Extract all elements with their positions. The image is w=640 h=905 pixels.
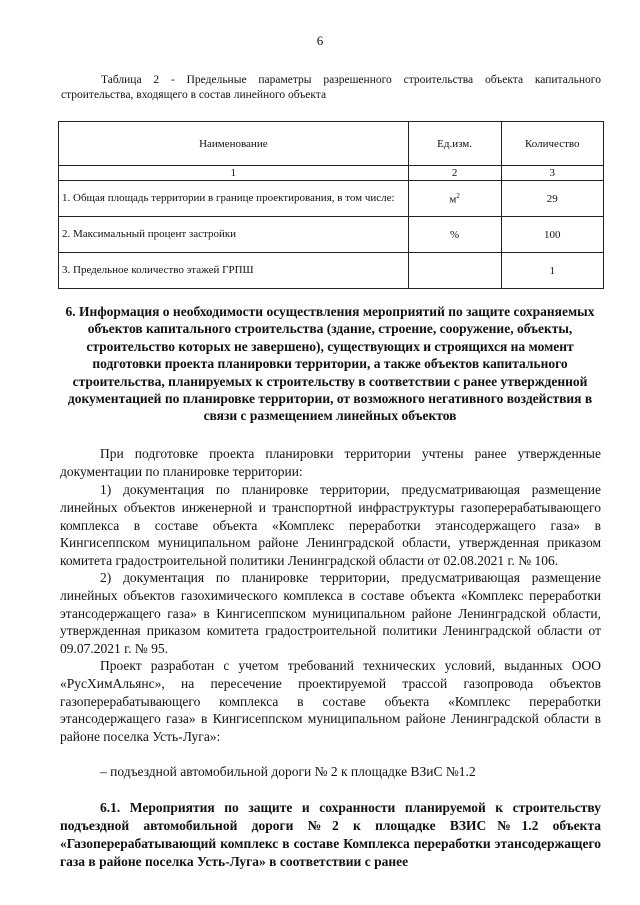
unit-superscript: 2	[456, 191, 460, 200]
header-name: Наименование	[59, 122, 409, 166]
paragraph: При подготовке проекта планировки территории учтены ранее утвержденные документации по планировке территории:	[60, 446, 601, 479]
row-unit	[408, 253, 501, 289]
row-quantity: 29	[501, 181, 603, 217]
parameters-table	[58, 121, 604, 289]
section-6-heading: 6. Информация о необходимости осуществления мероприятий по защите сохраняемых объектов капитального строительства (здание, строение, сооружение, объекты, строительство которых не завершено), существующих и строящихся на момент подготовки проекта планировки территории, а также объектов капитального строительства, планируемых к строительству в соответствии с ранее утвержденной документацией по планировке территории, от возможного негативного воздействия в связи с размещением линейных объектов	[65, 304, 595, 424]
row-unit	[408, 181, 501, 217]
row-name: 2. Максимальный процент застройки	[59, 217, 409, 253]
table-row	[59, 181, 604, 217]
page-number: 6	[316, 33, 324, 48]
table-header-row	[59, 122, 604, 166]
table-row	[59, 253, 604, 289]
paragraph: 2) документация по планировке территории, предусматривающая размещение линейных объектов газохимического комплекса в составе объекта «Комплекс переработки этансодержащего газа» в Кингисеппском муниципальном районе Ленинградской области, утвержденная приказом комитета градостроительной политики Ленинградской области от 09.07.2021 г. № 95.	[60, 570, 601, 657]
index-cell: 1	[59, 166, 409, 181]
table-caption: Таблица 2 - Предельные параметры разрешенного строительства объекта капитального строительства, входящего в состав линейного объекта	[61, 74, 601, 101]
row-unit: %	[408, 217, 501, 253]
table-index-row	[59, 166, 604, 181]
row-quantity: 1	[501, 253, 603, 289]
list-item: – подъездной автомобильной дороги № 2 к площадке ВЗиС №1.2	[100, 764, 476, 779]
paragraph: 1) документация по планировке территории, предусматривающая размещение линейных объектов инженерной и транспортной инфраструктуры газоперерабатывающего комплекса в составе объекта «Комплекс переработки этансодержащего газа» в Кингисеппском муниципальном районе Ленинградской области, утвержденная приказом комитета градостроительной политики Ленинградской области от 02.08.2021 г. № 106.	[60, 482, 601, 569]
row-name: 3. Предельное количество этажей ГРПШ	[59, 253, 409, 289]
paragraph: Проект разработан с учетом требований технических условий, выданных ООО «РусХимАльянс», на пересечение проектируемой трассой газопровода объектов газоперерабатывающего комплекса в составе объекта «Комплекс переработки этансодержащего газа» в Кингисеппском муниципальном районе Ленинградской области в районе поселка Усть-Луга»:	[60, 658, 601, 745]
header-quantity: Количество	[501, 122, 603, 166]
index-cell: 3	[501, 166, 603, 181]
table-row	[59, 217, 604, 253]
section-6-1-heading: 6.1. Мероприятия по защите и сохранности планируемой к строительству подъездной автомобильной дороги №2 к площадке ВЗИС№1.2 объекта «Газоперерабатывающий комплекс в составе Комплекса переработки этансодержащего газа в районе поселка Усть-Луга» в соответствии с ранее	[60, 800, 601, 869]
row-name: 1. Общая площадь территории в границе проектирования, в том числе:	[59, 181, 409, 217]
index-cell: 2	[408, 166, 501, 181]
unit-text: м	[449, 193, 457, 206]
row-quantity: 100	[501, 217, 603, 253]
header-unit: Ед.изм.	[408, 122, 501, 166]
